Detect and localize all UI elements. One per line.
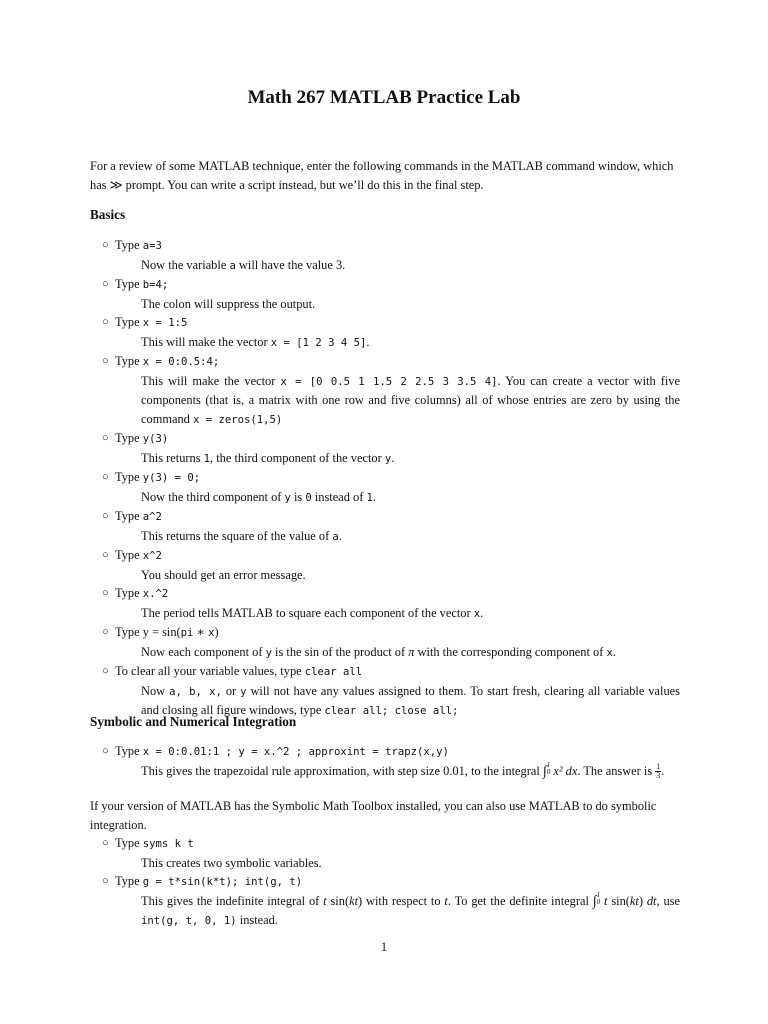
command-code: a^2	[142, 511, 162, 523]
circle-bullet-icon: ○	[102, 239, 109, 251]
command-code: b=4;	[142, 279, 169, 291]
circle-bullet-icon: ○	[102, 432, 109, 444]
command-code: clear all	[304, 666, 363, 678]
command-code: y = sin(pi ∗ x)	[142, 625, 219, 639]
list-item: ○ Type x.^2	[0, 584, 680, 604]
list-item: ○ Type a^2	[0, 507, 680, 527]
integral-expression: ∫ 1 0 x² dx	[542, 760, 578, 779]
circle-bullet-icon: ○	[102, 875, 109, 887]
list-item: ○ Type y = sin(pi ∗ x)	[0, 623, 680, 643]
list-item: ○ Type y(3) = 0;	[0, 468, 680, 488]
circle-bullet-icon: ○	[102, 745, 109, 757]
circle-bullet-icon: ○	[102, 510, 109, 522]
list-item: ○ Type syms k t	[0, 834, 680, 854]
command-code: x = 0:0.01:1 ; y = x.^2 ; approxint = trapz(x,y)	[142, 746, 449, 758]
list-item: ○ Type x = 1:5	[0, 313, 680, 333]
command-code: a=3	[142, 240, 162, 252]
command-code: x^2	[142, 550, 162, 562]
section-heading-basics: Basics	[90, 207, 126, 222]
section-heading-integration: Symbolic and Numerical Integration	[90, 714, 297, 729]
item-description: This will make the vector x = [0 0.5 1 1.5 2 2.5 3 3.5 4]. You can create a vector with five components (that is, a matrix with one row and five columns) all of whose entries are zero by using the command x = zeros(1,5)	[141, 373, 680, 426]
command-code: x.^2	[142, 588, 169, 600]
command-code: x = 1:5	[142, 317, 188, 329]
page-number: 1	[380, 940, 388, 954]
list-item: ○ Type a=3	[0, 236, 680, 256]
circle-bullet-icon: ○	[102, 587, 109, 599]
command-code: x = 0:0.5:4;	[142, 356, 220, 368]
basics-list	[0, 236, 768, 721]
circle-bullet-icon: ○	[102, 837, 109, 849]
list-item: ○ Type b=4;	[0, 275, 680, 295]
list-item: ○ Type x = 0:0.01:1 ; y = x.^2 ; approxint = trapz(x,y)	[0, 742, 680, 762]
item-description: This returns 1, the third component of the vector y.	[141, 450, 395, 465]
list-item: ○ Type g = t*sin(k*t); int(g, t)	[0, 872, 680, 892]
symbolic-list	[0, 834, 768, 931]
circle-bullet-icon: ○	[102, 665, 109, 677]
list-item: ○ To clear all your variable values, type clear all	[0, 662, 680, 682]
symbolic-paragraph: If your version of MATLAB has the Symbolic Math Toolbox installed, you can also use MATLAB to do symbolic integration.	[90, 799, 657, 832]
command-code: g = t*sin(k*t); int(g, t)	[142, 876, 303, 888]
circle-bullet-icon: ○	[102, 626, 109, 638]
page-title: Math 267 MATLAB Practice Lab	[247, 87, 521, 108]
list-item: ○ Type x^2	[0, 546, 680, 566]
command-code: y(3) = 0;	[142, 472, 201, 484]
circle-bullet-icon: ○	[102, 316, 109, 328]
item-description: Now each component of y is the sin of the product of π with the corresponding component of x.	[141, 644, 616, 659]
item-description: Now the variable a will have the value 3.	[141, 257, 346, 272]
command-code: y(3)	[142, 433, 169, 445]
item-description: Now a, b, x, or y will not have any values assigned to them. To start fresh, clearing all variable values and closing all figure windows, type clear all; close all;	[141, 683, 680, 717]
item-description: Now the third component of y is 0 instead of 1.	[141, 489, 376, 504]
item-description: This will make the vector x = [1 2 3 4 5].	[141, 334, 370, 349]
intro-paragraph: For a review of some MATLAB technique, enter the following commands in the MATLAB command window, which has ≫ prompt. You can write a script instead, but we’ll do this in the final step.	[90, 159, 674, 192]
fraction: $\frac{1}{3}$	[656, 762, 661, 781]
list-item: ○ Type y(3)	[0, 429, 680, 449]
item-description: This returns the square of the value of a.	[141, 528, 342, 543]
item-description: This gives the indefinite integral of t sin(kt) with respect to t. To get the definite integral ∫ 1 0 t sin(kt) dt, use int(g, t, 0, 1) instead.	[141, 890, 680, 927]
item-description: This creates two symbolic variables.	[141, 855, 322, 870]
integration-list	[0, 742, 768, 781]
item-description: The period tells MATLAB to square each component of the vector x.	[141, 605, 484, 620]
item-description: This gives the trapezoidal rule approximation, with step size 0.01, to the integral ∫ 1 0 x² dx. The answer is $\frac{1}{3}$ .	[141, 760, 665, 781]
circle-bullet-icon: ○	[102, 355, 109, 367]
circle-bullet-icon: ○	[102, 278, 109, 290]
command-code: syms k t	[142, 838, 194, 850]
list-item: ○ Type x = 0:0.5:4;	[0, 352, 680, 372]
circle-bullet-icon: ○	[102, 549, 109, 561]
item-description: The colon will suppress the output.	[141, 296, 316, 311]
item-description: You should get an error message.	[141, 567, 306, 582]
circle-bullet-icon: ○	[102, 471, 109, 483]
integral-expression: ∫ 1 0 t	[592, 890, 608, 909]
